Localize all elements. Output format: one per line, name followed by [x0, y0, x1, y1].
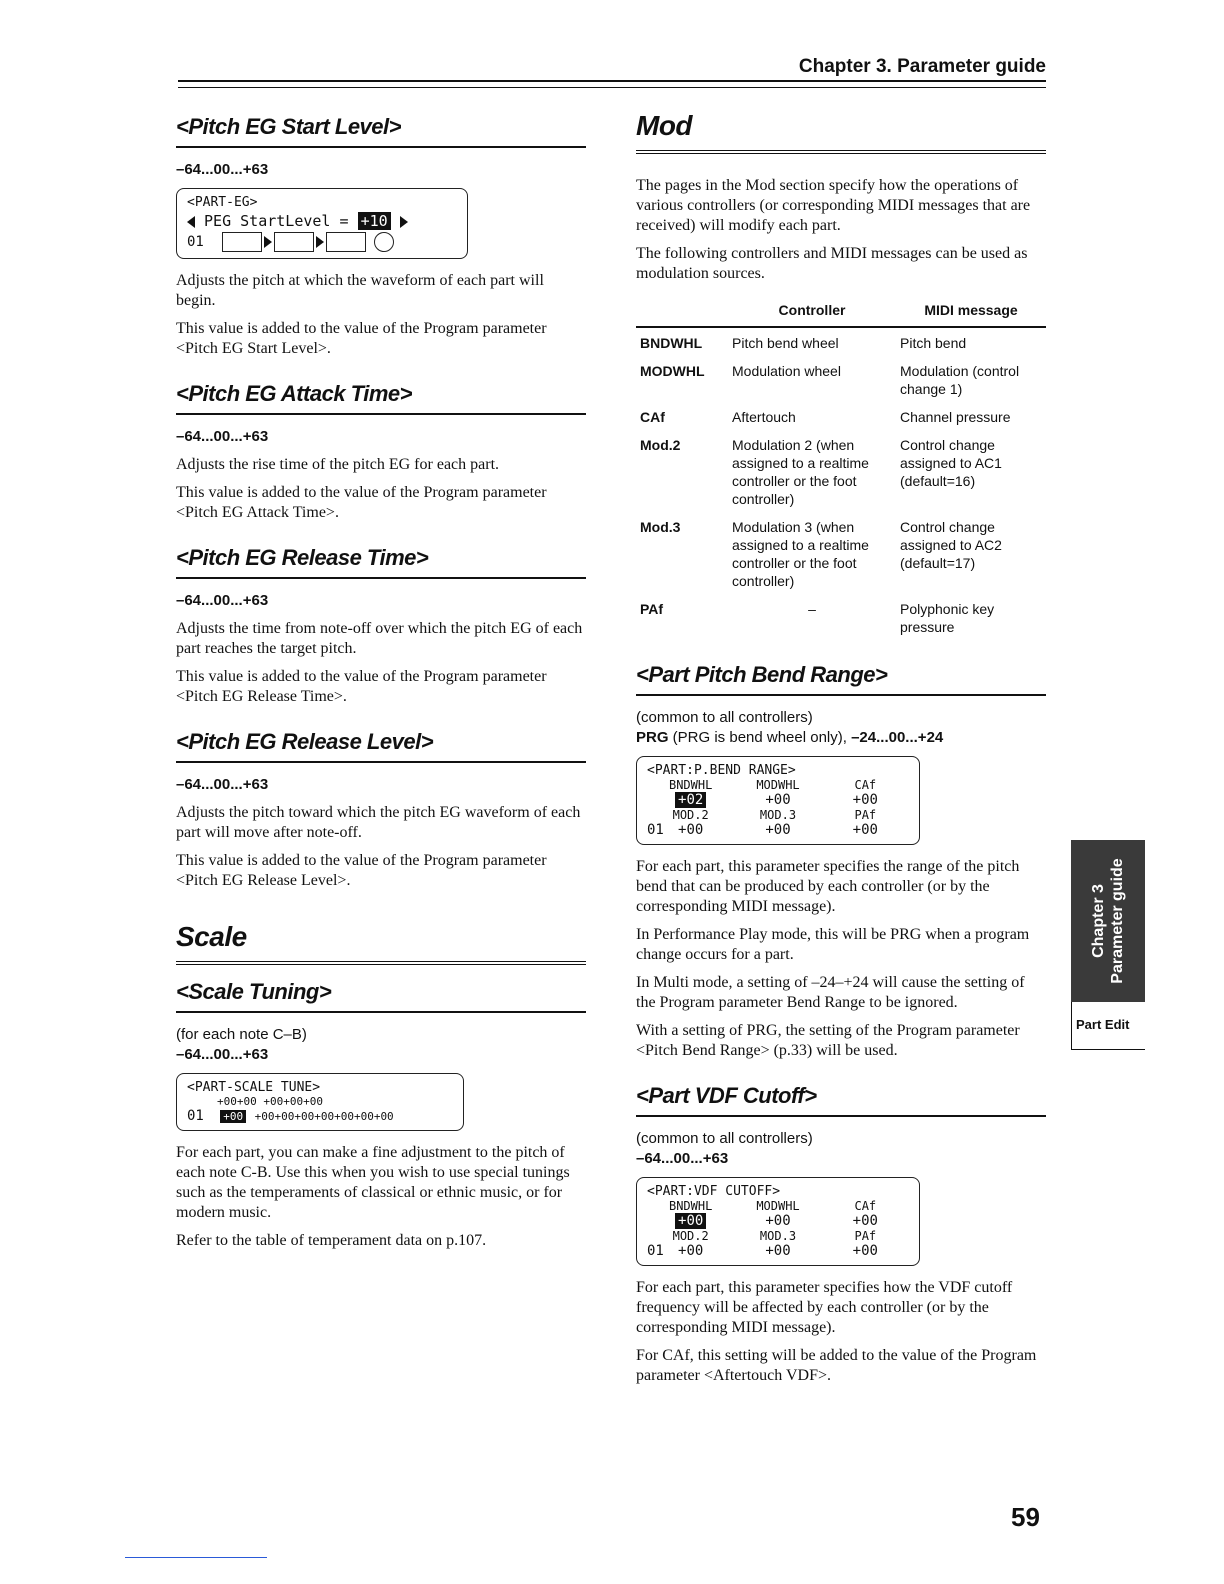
table-cell: CAf — [640, 409, 665, 425]
header-rule-thin — [178, 87, 1046, 88]
table-header: MIDI message — [896, 298, 1046, 327]
table-row — [636, 327, 1046, 356]
lcd-value: +00 — [852, 792, 878, 808]
heading-scale-tuning: <Scale Tuning> — [176, 979, 586, 1013]
scale-p1: For each part, you can make a fine adjustment to the pitch of each note C-B. Use this when you wish to use special tunings such as the temperaments of classical or ethnic music, or for modern music. — [176, 1144, 570, 1221]
lcd-scale-tune — [176, 1073, 464, 1131]
white-keys-values: +00+00+00+00+00+00+00 — [254, 1110, 394, 1123]
peg-release-time-p1: Adjusts the time from note-off over which the pitch EG of each part reaches the target pitch. — [176, 620, 583, 657]
table-cell: Polyphonic key pressure — [900, 601, 995, 635]
table-cell: Modulation 2 (when assigned to a realtime controller or the foot controller) — [732, 437, 869, 507]
eg-release-icon — [326, 232, 366, 252]
lcd-value: +00 — [852, 822, 878, 838]
mod-sources-table — [636, 298, 1046, 640]
lcd-title: <PART-EG> — [187, 195, 258, 210]
lcd-label: CAf — [854, 1199, 877, 1213]
lcd-title: <PART:VDF CUTOFF> — [647, 1184, 781, 1199]
lcd-label: PAf — [854, 808, 877, 822]
lcd-value: +00 — [678, 822, 704, 838]
lcd-title: <PART-SCALE TUNE> — [187, 1080, 321, 1095]
table-row — [636, 512, 1046, 594]
lcd-value: +00 — [765, 822, 791, 838]
lcd-value: +00 — [675, 1213, 706, 1229]
peg-start-p1: Adjusts the pitch at which the waveform of each part will begin. — [176, 272, 544, 309]
right-column — [636, 100, 1046, 1394]
peg-release-level-p2: This value is added to the value of the Program parameter <Pitch EG Release Level>. — [176, 852, 547, 889]
lcd-label: MODWHL — [756, 1199, 800, 1213]
black-keys-values: +00+00 +00+00+00 — [217, 1095, 323, 1108]
table-cell: Control change assigned to AC1 (default=16) — [900, 437, 1002, 489]
chapter-tab-text — [1071, 840, 1145, 1002]
table-cell: Mod.2 — [640, 437, 681, 453]
lcd-value: +00 — [678, 1243, 704, 1259]
table-cell: Control change assigned to AC2 (default=17) — [900, 519, 1002, 571]
bend-p4: With a setting of PRG, the setting of the Program parameter <Pitch Bend Range> (p.33) will be used. — [636, 1022, 1020, 1059]
lcd-label: MOD.3 — [759, 808, 797, 822]
lcd-value: +00 — [765, 1213, 791, 1229]
lcd-label: MODWHL — [756, 778, 800, 792]
table-cell: Modulation wheel — [732, 363, 841, 379]
lcd-part: 01 — [187, 234, 204, 250]
range-scale: –64...00...+63 — [176, 1046, 269, 1063]
table-cell: Pitch bend — [900, 335, 967, 351]
heading-vdf-cutoff: <Part VDF Cutoff> — [636, 1083, 1046, 1117]
peg-release-level-p1: Adjusts the pitch toward which the pitch EG waveform of each part will move after note-off. — [176, 804, 581, 841]
bend-p3: In Multi mode, a setting of –24–+24 will cause the setting of the Program parameter Bend Range to be ignored. — [636, 974, 1025, 1011]
range-vdf: –64...00...+63 — [636, 1150, 729, 1167]
heading-peg-release-level: <Pitch EG Release Level> — [176, 729, 586, 763]
range-peg-start: –64...00...+63 — [176, 161, 269, 178]
heading-peg-attack: <Pitch EG Attack Time> — [176, 381, 586, 415]
eg-start-icon — [222, 232, 262, 252]
scale-note: (for each note C–B) — [176, 1026, 307, 1043]
range-peg-release-level: –64...00...+63 — [176, 776, 269, 793]
page-number: 59 — [1011, 1502, 1040, 1532]
lcd-value: +00 — [220, 1110, 246, 1123]
chapter-header: Chapter 3. Parameter guide — [798, 56, 1046, 77]
lcd-label: PAf — [854, 1229, 877, 1243]
table-cell: Pitch bend wheel — [732, 335, 839, 351]
right-arrow-icon — [400, 216, 408, 228]
bend-prg-line — [636, 728, 1046, 748]
table-cell: – — [808, 601, 816, 617]
heading-bend-range: <Part Pitch Bend Range> — [636, 662, 1046, 696]
header-rule — [178, 80, 1046, 82]
heading-peg-release-time: <Pitch EG Release Time> — [176, 545, 586, 579]
lcd-label: MOD.2 — [672, 808, 709, 822]
table-cell: Channel pressure — [900, 409, 1011, 425]
lcd-label: BNDWHL — [668, 1199, 713, 1213]
vdf-p2: For CAf, this setting will be added to the value of the Program parameter <Aftertouch VDF>. — [636, 1347, 1037, 1384]
vdf-common: (common to all controllers) — [636, 1130, 813, 1147]
bend-p1: For each part, this parameter specifies the range of the pitch bend that can be produced by each controller (or by the corresponding MIDI message). — [636, 858, 1020, 915]
lcd-part: 01 — [187, 1108, 204, 1124]
range-peg-release-time: –64...00...+63 — [176, 592, 269, 609]
table-row — [636, 402, 1046, 430]
bend-common: (common to all controllers) — [636, 709, 813, 726]
arrow-icon — [264, 236, 272, 248]
arrow-icon — [316, 236, 324, 248]
lcd-label: MOD.2 — [672, 1229, 709, 1243]
lcd-param: PEG StartLevel = — [204, 212, 358, 230]
lcd-vdf-cutoff: <PART:VDF CUTOFF> BNDWHL MODWHL CAf +00 +00 +00 MOD.2 MOD.3 PAf 01 +00 +00 +00 — [636, 1177, 920, 1266]
heading-peg-start: <Pitch EG Start Level> — [176, 114, 586, 148]
peg-attack-p1: Adjusts the rise time of the pitch EG for each part. — [176, 456, 500, 473]
section-scale: Scale — [176, 921, 586, 965]
lcd-label: MOD.3 — [759, 1229, 797, 1243]
lcd-value: +00 — [852, 1243, 878, 1259]
peg-start-p2: This value is added to the value of the Program parameter <Pitch EG Start Level>. — [176, 320, 547, 357]
lcd-bend-range: <PART:P.BEND RANGE> BNDWHL MODWHL CAf +02 +00 +00 MOD.2 MOD.3 PAf 01 +00 +00 +00 — [636, 756, 920, 845]
lcd-title: <PART:P.BEND RANGE> — [647, 763, 796, 778]
tab-subsection: Part Edit — [1076, 1017, 1130, 1032]
clock-icon — [374, 232, 394, 252]
lcd-value: +00 — [852, 1213, 878, 1229]
footer-line — [125, 1557, 267, 1558]
mod-p1: The pages in the Mod section specify how the operations of various controllers (or corresponding MIDI messages that are received) will modify each part. — [636, 177, 1031, 234]
lcd-peg-start — [176, 188, 468, 259]
table-cell: BNDWHL — [640, 335, 703, 351]
range-peg-attack: –64...00...+63 — [176, 428, 269, 445]
bend-p2: In Performance Play mode, this will be PRG when a program change occurs for a part. — [636, 926, 1030, 963]
prg-label: PRG — [636, 729, 669, 746]
prg-text: (PRG is bend wheel only), — [668, 729, 852, 746]
table-row — [636, 356, 1046, 402]
left-arrow-icon — [187, 216, 195, 228]
lcd-value: +00 — [765, 792, 791, 808]
table-cell: Aftertouch — [732, 409, 796, 425]
tab-line2: Parameter guide — [1109, 858, 1126, 984]
lcd-value: +02 — [675, 792, 706, 808]
scale-p2: Refer to the table of temperament data on p.107. — [176, 1232, 487, 1249]
lcd-value: +10 — [358, 212, 391, 230]
peg-release-time-p2: This value is added to the value of the Program parameter <Pitch EG Release Time>. — [176, 668, 547, 705]
tab-line1: Chapter 3 — [1090, 884, 1107, 958]
table-cell: PAf — [640, 601, 664, 617]
eg-attack-icon — [274, 232, 314, 252]
lcd-value: +00 — [765, 1243, 791, 1259]
table-cell: Modulation 3 (when assigned to a realtime controller or the foot controller) — [732, 519, 869, 589]
mod-p2: The following controllers and MIDI messages can be used as modulation sources. — [636, 245, 1028, 282]
lcd-label: BNDWHL — [668, 778, 713, 792]
peg-attack-p2: This value is added to the value of the Program parameter <Pitch EG Attack Time>. — [176, 484, 547, 521]
vdf-p1: For each part, this parameter specifies how the VDF cutoff frequency will be affected by each controller (or by the corresponding MIDI message). — [636, 1279, 1013, 1336]
table-cell: Mod.3 — [640, 519, 681, 535]
prg-range: –24...00...+24 — [851, 729, 944, 746]
table-header: Controller — [728, 298, 896, 327]
table-row — [636, 594, 1046, 640]
table-header — [636, 298, 728, 327]
lcd-label: CAf — [854, 778, 877, 792]
section-mod: Mod — [636, 110, 1046, 154]
table-row — [636, 430, 1046, 512]
table-cell: Modulation (control change 1) — [900, 363, 1020, 397]
table-cell: MODWHL — [640, 363, 705, 379]
left-column — [176, 100, 586, 1259]
